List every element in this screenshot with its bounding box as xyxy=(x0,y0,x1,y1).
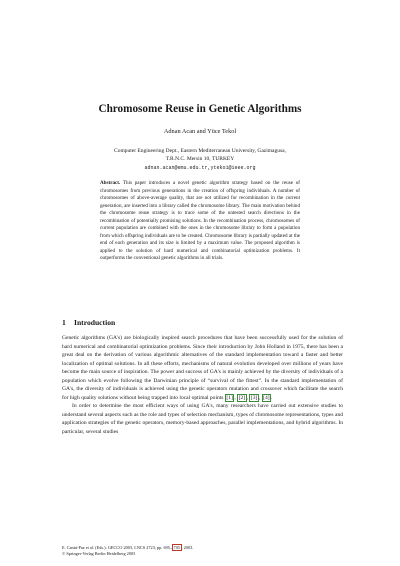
paragraph xyxy=(62,402,343,436)
paragraph-1-text: Genetic algorithms (GA's) are biologically inspired search procedures that have been successfully used for the solution of hard numerical and combinatorial optimization problems. Since their introduction by John Holland in 1975, there has been a great deal on the derivation of various algorithmic alternatives of the standard implementation toward a faster and better localization of optimal solutions. In all these efforts, mechanisms of natural evolution developed over millions of years have become the main source of inspiration. The power and success of GA's is mainly achieved by the diversity of individuals of a population which evolve following the Darwinian principle of “survival of the fittest”. In the standard implementation of GA's, the diversity of individuals is achieved using the genetic operators mutation and crossover which facilitate the search for high quality solutions without being trapped into local optimal points xyxy=(62,335,343,401)
footer-year: , 2003. xyxy=(181,545,194,550)
page-footer xyxy=(62,545,343,556)
section-heading-introduction xyxy=(62,318,115,327)
paragraph: Genetic algorithms (GA's) are biologically inspired search procedures that have been successfully used for the solution of hard numerical and combinatorial optimization problems. Since their introduction by John Holland in 1975, there has been a great deal on the derivation of various algorithmic alternatives of the standard implementation toward a faster and better localization of optimal solutions. In all these efforts, mechanisms of natural evolution developed over millions of years have become the main source of inspiration. The power and success of GA's is mainly achieved by the diversity of individuals of a population which evolve following the Darwinian principle of “survival of the fittest”. In the standard implementation of GA's, the diversity of individuals is achieved using the genetic operators mutation and crossover which facilitate the search for high quality solutions without being trapped into local optimal points [1] , [2] , [3] , [4] . xyxy=(62,335,343,401)
paper-authors: Adnan Acan and Yüce Tekol xyxy=(163,128,237,135)
affiliation-line-2: T.R.N.C. Mersin 10, TURKEY xyxy=(165,156,235,163)
footer-copyright: © Springer-Verlag Berlin Heidelberg 2003 xyxy=(62,550,136,556)
author-emails[interactable]: adnan.acan@emu.edu.tr,yteko1@ieee.org xyxy=(144,164,256,171)
abstract-label: Abstract. xyxy=(100,180,121,186)
citation-link[interactable]: [2] xyxy=(238,394,246,401)
footer-citation-text: E. Cantú-Paz et al. (Eds.): GECCO 2003, LNCS 2723, pp. 695– xyxy=(62,545,173,550)
citation-link[interactable]: [1] xyxy=(226,394,233,401)
abstract xyxy=(100,180,300,263)
paragraph-2-text: In order to determine the most efficient ways of using GA's, many researchers have carried out extensive studies to understand several aspects such as the role and types of selection mechanism, types of chromosome representations, types and application strategies of the genetic operators, memory-based approaches, parallel implementations, and hybrid algorithms. In particular, several studies xyxy=(62,403,343,435)
abstract-text: This paper introduces a novel genetic algorithm strategy based on the reuse of chromosomes from previous generations in the creation of offspring individuals. A number of chromosomes of above-average quality, that are not utilized for recombination in the current generation, are inserted into a library called the chromosome library. The main motivation behind the chromosome reuse strategy is to trace some of the untested search directions in the recombination of potentially promising solutions. In the recombination process, chromosomes of current population are combined with the ones in the chromosome library to form a population from which offspring individuals are to be created. Chromosome library is partially updated at the end of each generation and its size is limited by a maximum value. The proposed algorithm is applied to the solution of hard numerical and combinatorial optimization problems. It outperforms the conventional genetic algorithms in all trials. xyxy=(100,180,300,262)
section-title: Introduction xyxy=(74,318,116,327)
footer-page-link[interactable]: 705 xyxy=(173,545,180,550)
citation-link[interactable]: [4] xyxy=(263,394,270,401)
section-number: 1 xyxy=(62,318,66,327)
paper-title: Chromosome Reuse in Genetic Algorithms xyxy=(98,103,302,115)
author-affiliation xyxy=(60,147,340,172)
citation-link[interactable]: [3] xyxy=(250,394,258,401)
affiliation-line-1: Computer Engineering Dept., Eastern Mediterranean University, Gazimagusa, xyxy=(114,148,286,154)
introduction-body xyxy=(62,334,343,436)
